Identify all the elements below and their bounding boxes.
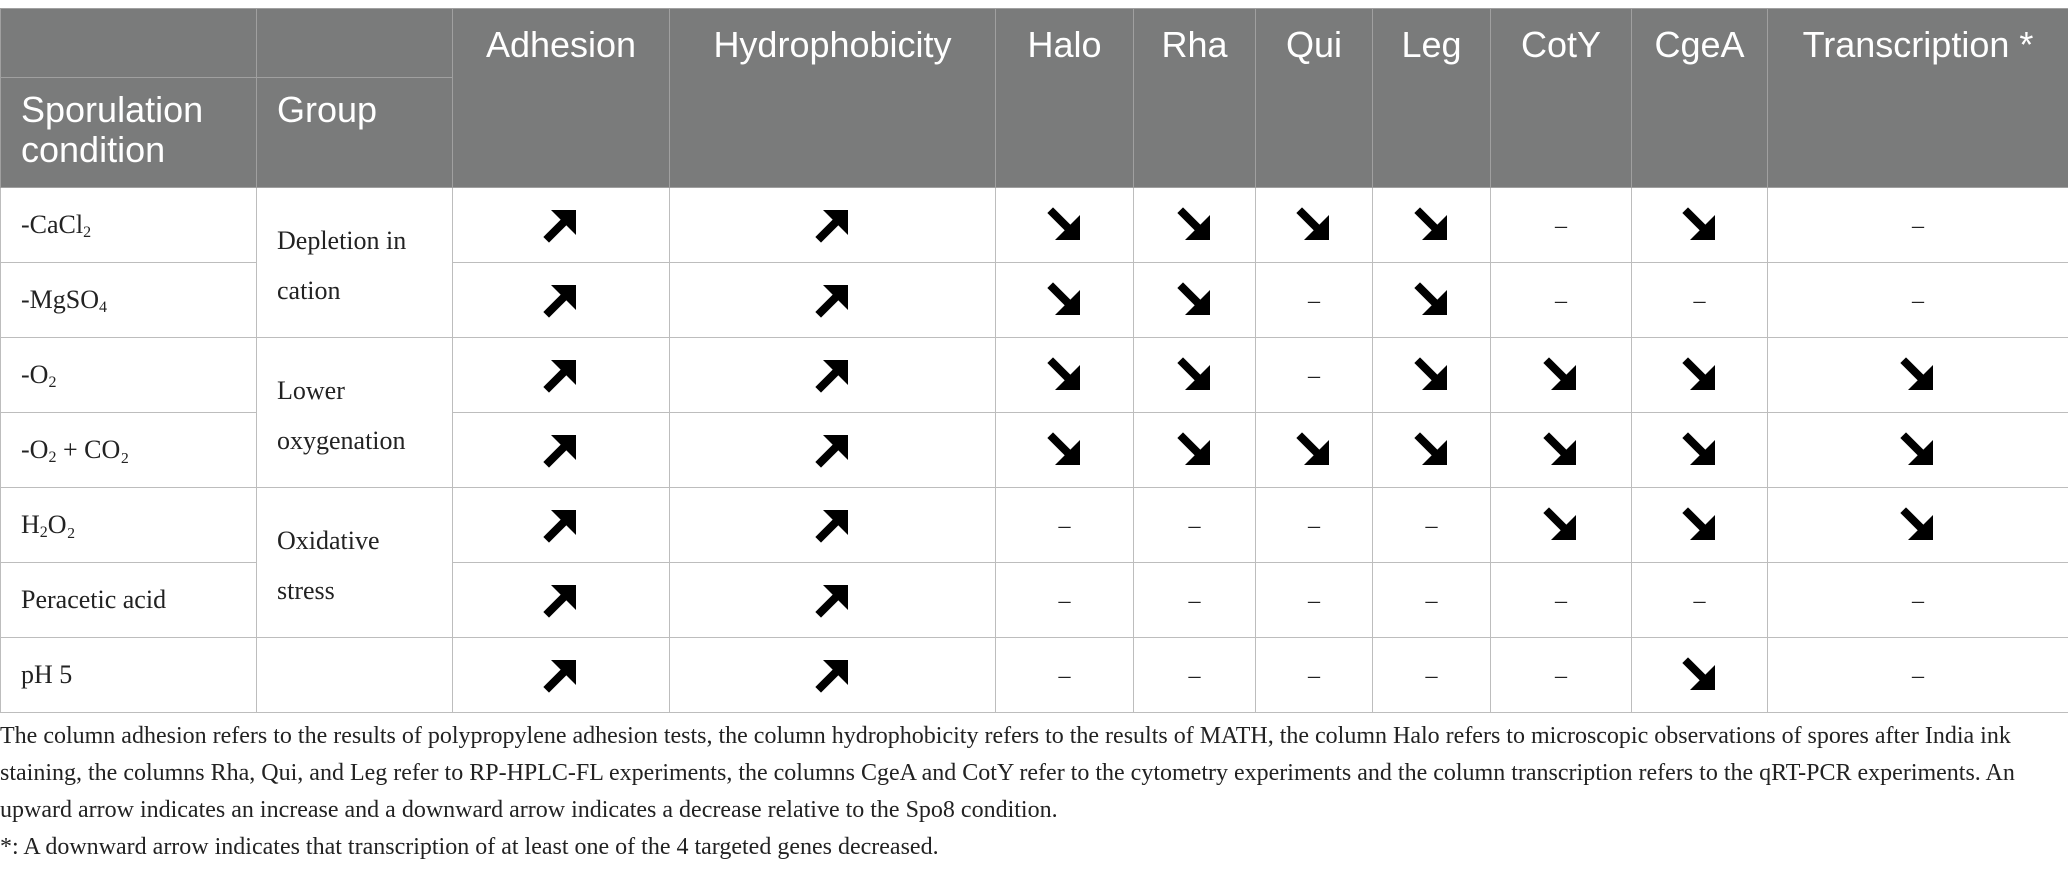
value-cell [1373, 338, 1491, 413]
group-cell-oxidative: Oxidative stress [257, 488, 453, 638]
decrease-arrow-icon [1175, 205, 1215, 245]
no-change-dash: – [1308, 288, 1320, 314]
col-header-qui: Qui [1256, 9, 1373, 188]
value-cell [1256, 563, 1373, 638]
decrease-arrow-icon [1541, 505, 1581, 545]
value-cell [1491, 263, 1632, 338]
decrease-arrow-icon [1541, 430, 1581, 470]
col-header-coty: CotY [1491, 9, 1632, 188]
increase-arrow-icon [541, 355, 581, 395]
value-cell [1768, 188, 2068, 263]
increase-arrow-icon [813, 580, 853, 620]
value-cell [1632, 188, 1768, 263]
decrease-arrow-icon [1412, 355, 1452, 395]
col-header-adhesion: Adhesion [453, 9, 670, 188]
value-cell [453, 563, 670, 638]
no-change-dash: – [1912, 663, 1924, 689]
no-change-dash: – [1308, 588, 1320, 614]
col-header-sporulation-condition: Sporulation condition [1, 78, 257, 188]
value-cell [1632, 638, 1768, 713]
increase-arrow-icon [541, 655, 581, 695]
value-cell [1256, 488, 1373, 563]
increase-arrow-icon [813, 430, 853, 470]
value-cell [453, 413, 670, 488]
col-header-leg: Leg [1373, 9, 1491, 188]
value-cell [1632, 338, 1768, 413]
value-cell [1768, 413, 2068, 488]
no-change-dash: – [1693, 588, 1706, 614]
decrease-arrow-icon [1412, 205, 1452, 245]
increase-arrow-icon [541, 505, 581, 545]
condition-cell: $-O_2$ [1, 338, 257, 413]
col-header-hydrophobicity: Hydrophobicity [670, 9, 996, 188]
value-cell [1373, 413, 1491, 488]
decrease-arrow-icon [1175, 280, 1215, 320]
no-change-dash: – [1555, 663, 1567, 689]
group-cell-oxygenation: Lower oxygenation [257, 338, 453, 488]
col-header-cgea: CgeA [1632, 9, 1768, 188]
value-cell [996, 563, 1134, 638]
increase-arrow-icon [813, 280, 853, 320]
no-change-dash: – [1425, 513, 1438, 539]
increase-arrow-icon [541, 580, 581, 620]
no-change-dash: – [1058, 663, 1071, 689]
table-row [1, 488, 2068, 563]
value-cell [1768, 488, 2068, 563]
decrease-arrow-icon [1412, 430, 1452, 470]
no-change-dash: – [1308, 363, 1320, 389]
table-footnotes [0, 718, 2060, 866]
value-cell [1768, 638, 2068, 713]
decrease-arrow-icon [1680, 205, 1720, 245]
value-cell [1134, 488, 1256, 563]
value-cell [996, 188, 1134, 263]
increase-arrow-icon [541, 430, 581, 470]
value-cell [1256, 188, 1373, 263]
value-cell [1256, 263, 1373, 338]
no-change-dash: – [1308, 513, 1320, 539]
condition-cell: $H_2O_2$ [1, 488, 257, 563]
value-cell [1632, 563, 1768, 638]
no-change-dash: – [1425, 588, 1438, 614]
value-cell [996, 488, 1134, 563]
value-cell [1373, 263, 1491, 338]
value-cell [1491, 413, 1632, 488]
value-cell [453, 638, 670, 713]
value-cell [996, 638, 1134, 713]
value-cell [670, 638, 996, 713]
value-cell [1256, 413, 1373, 488]
footnote-columns: The column adhesion refers to the results of polypropylene adhesion tests, the column hydrophobicity refers to the results of MATH, the column Halo refers to microscopic observations of spores after India ink staining, the columns Rha, Qui, and Leg refer to RP-HPLC-FL experiments, the columns CgeA and CotY refer to the cytometry experiments and the column transcription refers to the qRT-PCR experiments. An upward arrow indicates an increase and a downward arrow indicates a decrease relative to the Spo8 condition. [0, 723, 2015, 823]
decrease-arrow-icon [1680, 655, 1720, 695]
value-cell [1134, 263, 1256, 338]
value-cell [453, 488, 670, 563]
value-cell [1491, 563, 1632, 638]
col-header-halo: Halo [996, 9, 1134, 188]
no-change-dash: – [1308, 663, 1320, 689]
value-cell [670, 263, 996, 338]
condition-cell: Peracetic acid [1, 563, 257, 638]
no-change-dash: – [1555, 588, 1567, 614]
group-cell-cation: Depletion in cation [257, 188, 453, 338]
no-change-dash: – [1912, 288, 1924, 314]
no-change-dash: – [1188, 588, 1201, 614]
condition-cell: -MgSO$_4$ [1, 263, 257, 338]
value-cell [1491, 338, 1632, 413]
decrease-arrow-icon [1175, 355, 1215, 395]
value-cell [1256, 638, 1373, 713]
condition-cell: -CaCl$_2$ [1, 188, 257, 263]
footnote-asterisk: *: A downward arrow indicates that transcription of at least one of the 4 targeted genes decreased. [0, 834, 939, 860]
value-cell [1768, 338, 2068, 413]
increase-arrow-icon [813, 655, 853, 695]
decrease-arrow-icon [1045, 355, 1085, 395]
group-cell-empty [257, 638, 453, 713]
decrease-arrow-icon [1680, 355, 1720, 395]
table-row [1, 338, 2068, 413]
increase-arrow-icon [541, 280, 581, 320]
no-change-dash: – [1912, 213, 1924, 239]
no-change-dash: – [1058, 513, 1071, 539]
value-cell [1491, 188, 1632, 263]
decrease-arrow-icon [1898, 505, 1938, 545]
decrease-arrow-icon [1294, 205, 1334, 245]
value-cell [1134, 188, 1256, 263]
value-cell [1373, 638, 1491, 713]
value-cell [1134, 638, 1256, 713]
condition-cell: pH 5 [1, 638, 257, 713]
value-cell [996, 263, 1134, 338]
decrease-arrow-icon [1680, 430, 1720, 470]
no-change-dash: – [1058, 588, 1071, 614]
table-row [1, 188, 2068, 263]
col-header-group: Group [257, 78, 453, 188]
no-change-dash: – [1555, 288, 1567, 314]
increase-arrow-icon [813, 355, 853, 395]
no-change-dash: – [1693, 288, 1706, 314]
increase-arrow-icon [541, 205, 581, 245]
decrease-arrow-icon [1898, 355, 1938, 395]
value-cell [1256, 338, 1373, 413]
value-cell [670, 338, 996, 413]
value-cell [996, 413, 1134, 488]
value-cell [670, 563, 996, 638]
value-cell [1373, 188, 1491, 263]
decrease-arrow-icon [1541, 355, 1581, 395]
value-cell [1134, 338, 1256, 413]
header-blank-1 [1, 9, 257, 78]
increase-arrow-icon [813, 205, 853, 245]
value-cell [1632, 413, 1768, 488]
decrease-arrow-icon [1045, 205, 1085, 245]
col-header-rha: Rha [1134, 9, 1256, 188]
value-cell [1491, 638, 1632, 713]
value-cell [1768, 563, 2068, 638]
value-cell [1134, 413, 1256, 488]
value-cell [1373, 488, 1491, 563]
header-blank-2 [257, 9, 453, 78]
condition-cell: $-O_2 + CO_2$ [1, 413, 257, 488]
value-cell [453, 188, 670, 263]
no-change-dash: – [1555, 213, 1567, 239]
decrease-arrow-icon [1680, 505, 1720, 545]
decrease-arrow-icon [1294, 430, 1334, 470]
no-change-dash: – [1188, 663, 1201, 689]
decrease-arrow-icon [1045, 280, 1085, 320]
value-cell [670, 188, 996, 263]
increase-arrow-icon [813, 505, 853, 545]
col-header-transcription: Transcription * [1768, 9, 2068, 188]
value-cell [1491, 488, 1632, 563]
value-cell [670, 413, 996, 488]
no-change-dash: – [1188, 513, 1201, 539]
no-change-dash: – [1912, 588, 1924, 614]
no-change-dash: – [1425, 663, 1438, 689]
results-table [0, 8, 2068, 713]
value-cell [670, 488, 996, 563]
value-cell [1134, 563, 1256, 638]
value-cell [1373, 563, 1491, 638]
decrease-arrow-icon [1175, 430, 1215, 470]
decrease-arrow-icon [1412, 280, 1452, 320]
table-row [1, 638, 2068, 713]
value-cell [453, 338, 670, 413]
value-cell [1632, 488, 1768, 563]
decrease-arrow-icon [1898, 430, 1938, 470]
value-cell [453, 263, 670, 338]
decrease-arrow-icon [1045, 430, 1085, 470]
value-cell [1768, 263, 2068, 338]
value-cell [996, 338, 1134, 413]
value-cell [1632, 263, 1768, 338]
